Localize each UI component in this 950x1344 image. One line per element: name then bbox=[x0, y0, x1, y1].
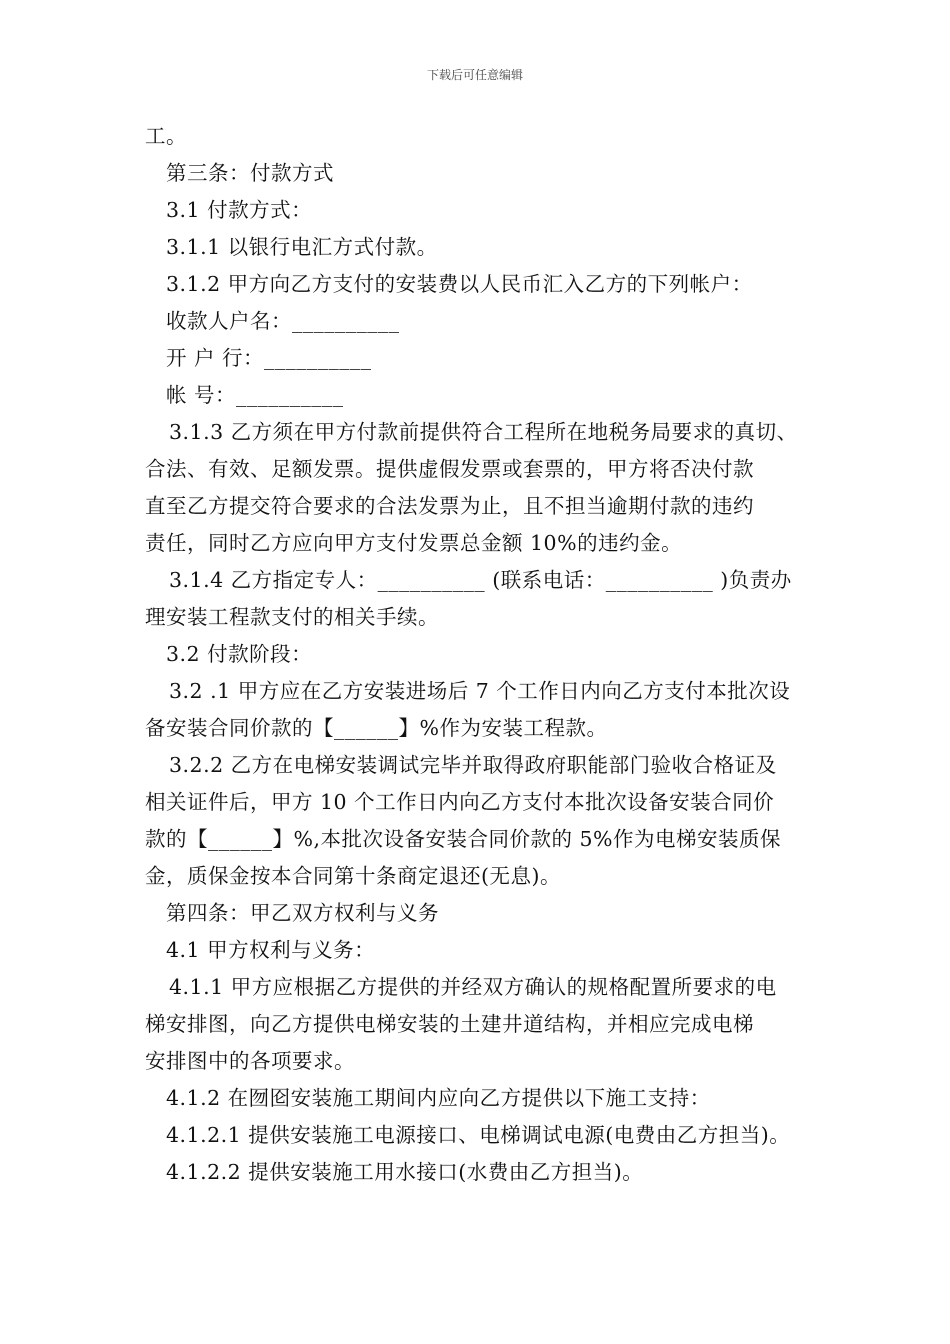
text-line: 责任，同时乙方应向甲方支付发票总金额 10%的违约金。 bbox=[145, 531, 683, 555]
text-line: 4.1.2.2 提供安装施工用水接口(水费由乙方担当)。 bbox=[166, 1160, 644, 1184]
text-line: 收款人户名：__________ bbox=[166, 309, 400, 333]
text-line: 4.1 甲方权利与义务： bbox=[166, 938, 376, 962]
text-line: 3.1.4 乙方指定专人：__________ (联系电话：__________ )负责办 bbox=[169, 568, 792, 592]
text-line: 备安装合同价款的【______】%作为安装工程款。 bbox=[145, 716, 608, 740]
text-line: 3.1 付款方式： bbox=[166, 198, 313, 222]
text-line: 3.2 付款阶段： bbox=[166, 642, 313, 666]
text-line: 第四条：甲乙双方权利与义务 bbox=[166, 901, 439, 925]
text-line: 4.1.1 甲方应根据乙方提供的并经双方确认的规格配置所要求的电 bbox=[169, 975, 777, 999]
text-line: 3.1.1 以银行电汇方式付款。 bbox=[166, 235, 438, 259]
text-line: 梯安排图，向乙方提供电梯安装的土建井道结构，并相应完成电梯 bbox=[145, 1012, 754, 1036]
text-line: 开 户 行：__________ bbox=[166, 346, 372, 370]
text-line: 3.2.2 乙方在电梯安装调试完毕并取得政府职能部门验收合格证及 bbox=[169, 753, 777, 777]
text-line: 金，质保金按本合同第十条商定退还(无息)。 bbox=[145, 864, 561, 888]
text-line: 3.1.2 甲方向乙方支付的安装费以人民币汇入乙方的下列帐户： bbox=[166, 272, 753, 296]
document-body bbox=[145, 118, 813, 1191]
text-line: 直至乙方提交符合要求的合法发票为止，且不担当逾期付款的违约 bbox=[145, 494, 754, 518]
text-line: 理安装工程款支付的相关手续。 bbox=[145, 605, 439, 629]
text-line: 3.2 .1 甲方应在乙方安装进场后 7 个工作日内向乙方支付本批次设 bbox=[169, 679, 791, 703]
text-line: 帐 号：__________ bbox=[166, 383, 344, 407]
text-line: 相关证件后，甲方 10 个工作日内向乙方支付本批次设备安装合同价 bbox=[145, 790, 775, 814]
text-line: 款的【______】%,本批次设备安装合同价款的 5%作为电梯安装质保 bbox=[145, 827, 782, 851]
text-line: 合法、有效、足额发票。提供虚假发票或套票的，甲方将否决付款 bbox=[145, 457, 754, 481]
text-line: 4.1.2 在囫囵安装施工期间内应向乙方提供以下施工支持： bbox=[166, 1086, 711, 1110]
text-line: 4.1.2.1 提供安装施工电源接口、电梯调试电源(电费由乙方担当)。 bbox=[166, 1123, 791, 1147]
text-line: 3.1.3 乙方须在甲方付款前提供符合工程所在地税务局要求的真切、 bbox=[169, 420, 798, 444]
page-header: 下载后可任意编辑 bbox=[426, 68, 523, 82]
text-line: 安排图中的各项要求。 bbox=[145, 1049, 355, 1073]
text-line: 工。 bbox=[145, 124, 187, 148]
text-line: 第三条：付款方式 bbox=[166, 161, 334, 185]
